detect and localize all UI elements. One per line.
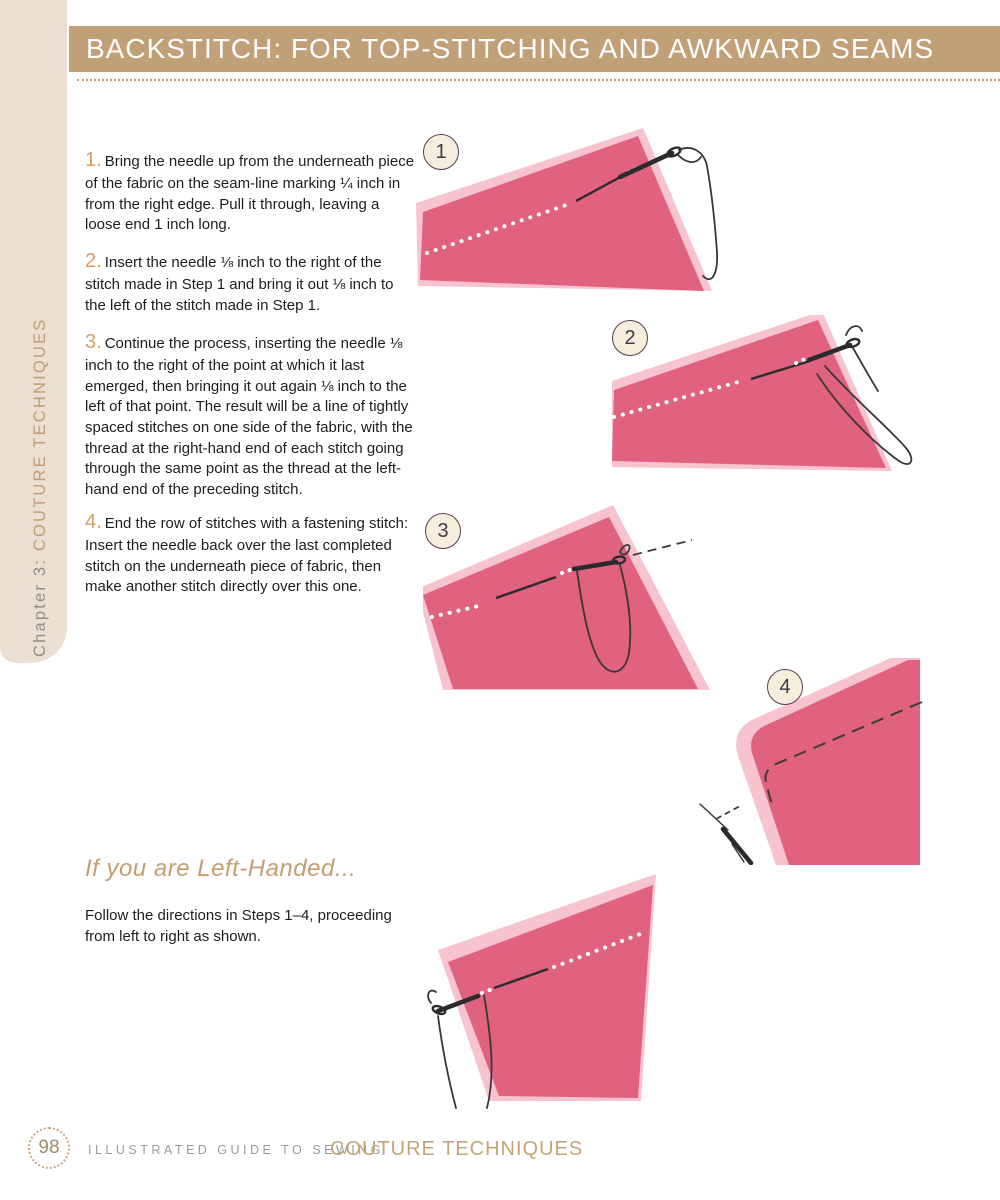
step-4-paragraph bbox=[85, 509, 418, 598]
step-1-number: 1. bbox=[85, 149, 102, 171]
backstitch-step3-illustration bbox=[423, 505, 713, 690]
chapter-vertical-label bbox=[31, 232, 50, 657]
footer-series-title: COUTURE TECHNIQUES bbox=[330, 1138, 584, 1160]
backstitch-step2-illustration bbox=[612, 315, 932, 480]
chapter-title-label: COUTURE TECHNIQUES bbox=[31, 317, 49, 552]
left-handed-body: Follow the directions in Steps 1–4, proceeding from left to right as shown. bbox=[85, 907, 392, 945]
step-4-number: 4. bbox=[85, 511, 102, 533]
footer-book-title: ILLUSTRATED GUIDE TO SEWING bbox=[88, 1143, 384, 1157]
chapter-number-label: Chapter 3: bbox=[31, 557, 49, 657]
step-4-text: End the row of stitches with a fastening stitch: Insert the needle back over the last completed stitch on the underneath piece of fabric, then make another stitch directly over this one. bbox=[85, 515, 409, 596]
figure-1-badge: 1 bbox=[423, 134, 459, 170]
step-3-paragraph bbox=[85, 329, 418, 500]
step-2-number: 2. bbox=[85, 250, 102, 272]
backstitch-step1-illustration bbox=[416, 128, 726, 318]
page-title: BACKSTITCH: FOR TOP-STITCHING AND AWKWARD SEAMS bbox=[69, 26, 1000, 72]
page-number-badge bbox=[28, 1127, 70, 1169]
figure-2-badge: 2 bbox=[612, 320, 648, 356]
step-1-text: Bring the needle up from the underneath piece of the fabric on the seam-line marking ¼ inch in from the right edge. Pull it through, leaving a loose end 1 inch long. bbox=[85, 153, 415, 234]
page-number: 98 bbox=[38, 1137, 60, 1158]
figure-3-badge: 3 bbox=[425, 513, 461, 549]
backstitch-fastening-corner-illustration bbox=[692, 658, 932, 865]
header-dotted-divider bbox=[77, 79, 1000, 81]
figure-4-badge: 4 bbox=[767, 669, 803, 705]
left-handed-heading: If you are Left-Handed... bbox=[85, 855, 357, 882]
step-2-text: Insert the needle ⅛ inch to the right of the stitch made in Step 1 and bring it out ⅛ inch to the left of the stitch made in Step 1. bbox=[85, 254, 394, 314]
step-3-text: Continue the process, inserting the needle ⅛ inch to the right of the point at which it last emerged, then bringing it out again ⅛ inch to the left of that point. The result will be a line of tightly spaced stitches on one side of the fabric, with the thread at the right-hand end of each stitch going through the same point as the thread at the left-hand end of the preceding stitch. bbox=[85, 335, 413, 498]
step-3-number: 3. bbox=[85, 331, 102, 353]
backstitch-left-handed-illustration bbox=[426, 870, 671, 1110]
step-2-paragraph bbox=[85, 248, 418, 316]
spacer bbox=[31, 551, 49, 558]
step-1-paragraph bbox=[85, 147, 418, 236]
